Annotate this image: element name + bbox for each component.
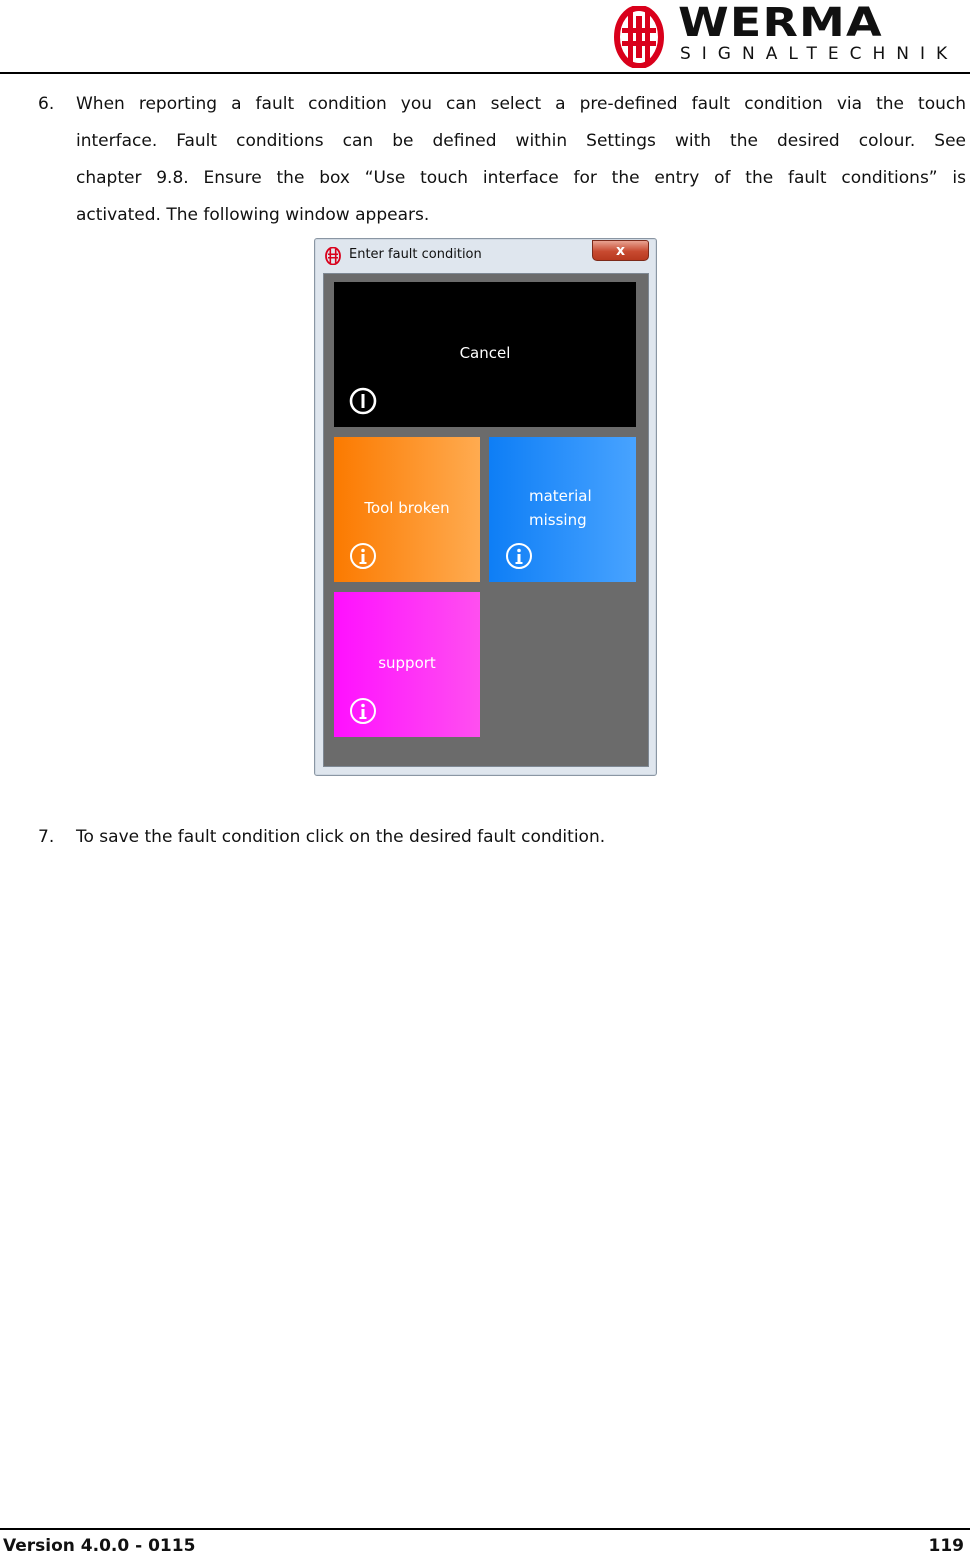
info-icon[interactable] bbox=[505, 542, 533, 570]
step-text-line: activated. The following window appears. bbox=[76, 205, 430, 225]
version-label: Version 4.0.0 - 0115 bbox=[3, 1536, 196, 1556]
enter-fault-condition-dialog bbox=[314, 238, 657, 776]
werma-app-icon bbox=[324, 247, 342, 265]
step-text-line: chapter 9.8. Ensure the box “Use touch interface for the entry of the fault conditions” is bbox=[76, 168, 966, 188]
werma-logo bbox=[608, 0, 964, 68]
header-divider bbox=[0, 72, 970, 74]
dialog-titlebar bbox=[315, 239, 656, 273]
fault-tile-label: Tool broken bbox=[364, 499, 450, 517]
info-icon[interactable] bbox=[349, 697, 377, 725]
werma-logo-mark-icon bbox=[608, 6, 670, 68]
info-icon[interactable] bbox=[349, 542, 377, 570]
step-text-line: interface. Fault conditions can be defined within Settings with the desired colour. See bbox=[76, 131, 966, 151]
step-text bbox=[76, 86, 966, 234]
step-text bbox=[76, 819, 966, 856]
cancel-label: Cancel bbox=[459, 344, 511, 362]
fault-tile-support[interactable] bbox=[334, 592, 480, 737]
step-number: 6. bbox=[38, 94, 55, 114]
brand-tagline: SIGNALTECHNIK bbox=[680, 44, 959, 64]
step-number: 7. bbox=[38, 827, 55, 847]
brand-name: WERMA bbox=[678, 0, 883, 46]
dialog-title: Enter fault condition bbox=[349, 247, 482, 262]
close-button[interactable] bbox=[592, 240, 649, 261]
fault-condition-grid bbox=[323, 273, 649, 767]
page-number: 119 bbox=[928, 1536, 964, 1556]
step-text-line: When reporting a fault condition you can select a pre-defined fault condition via the touch bbox=[76, 94, 966, 114]
fault-tile-tool-broken[interactable] bbox=[334, 437, 480, 582]
fault-tile-label: missing bbox=[529, 511, 587, 529]
fault-tile-label: support bbox=[378, 654, 436, 672]
close-icon: x bbox=[615, 243, 626, 259]
fault-tile-label: material bbox=[529, 487, 592, 505]
footer-divider bbox=[0, 1528, 970, 1530]
step-text-line: To save the fault condition click on the desired fault condition. bbox=[76, 827, 606, 847]
fault-tile-material-missing[interactable] bbox=[489, 437, 636, 582]
cancel-tile[interactable] bbox=[334, 282, 636, 427]
power-icon bbox=[349, 387, 377, 415]
